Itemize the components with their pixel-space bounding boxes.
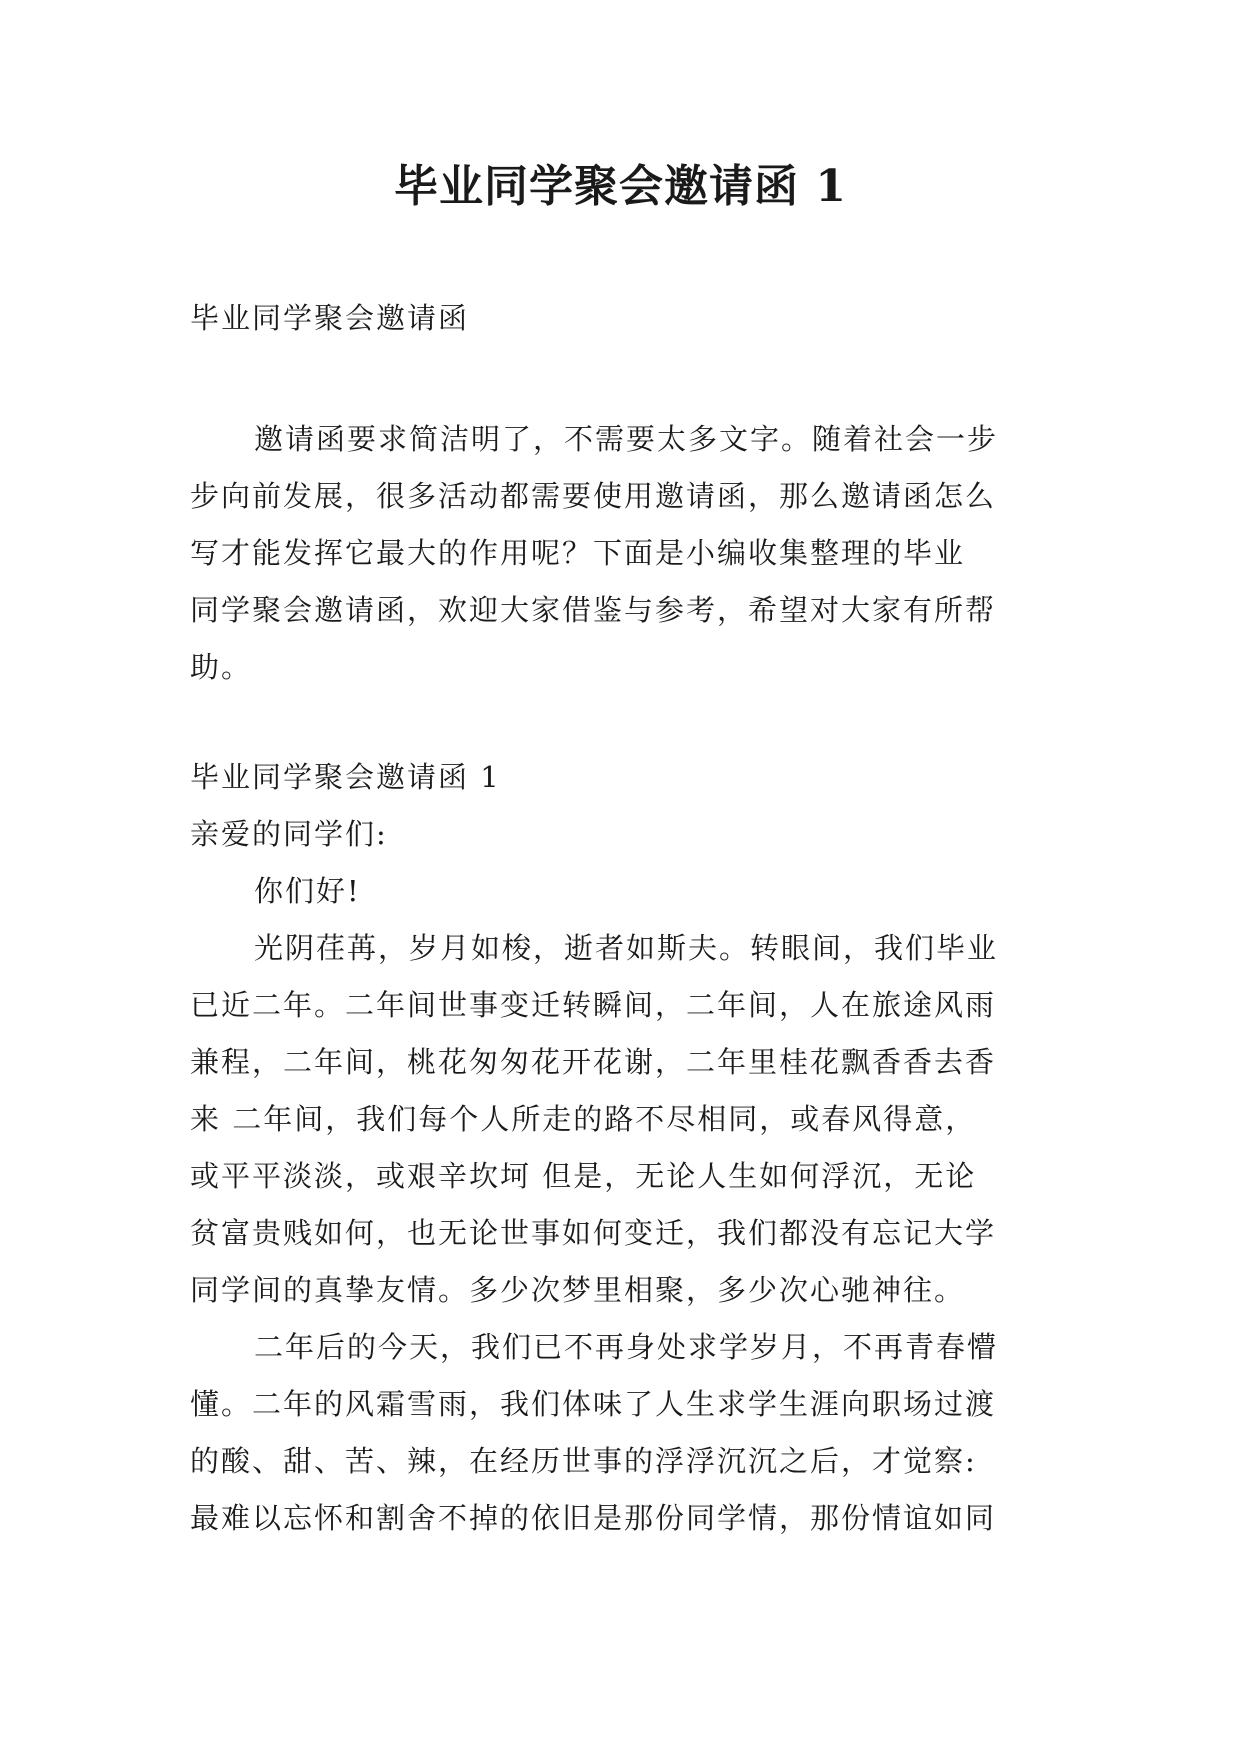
document-body (190, 290, 1050, 1547)
letter-paragraph-2 (190, 1319, 1050, 1547)
paragraph-line: 贫富贵贱如何，也无论世事如何变迁，我们都没有忘记大学 (190, 1216, 997, 1250)
paragraph-line: 最难以忘怀和割舍不掉的依旧是那份同学情，那份情谊如同 (190, 1501, 997, 1535)
paragraph-line: 兼程，二年间，桃花匆匆花开花谢，二年里桂花飘香香去香 (190, 1045, 997, 1079)
intro-line: 同学聚会邀请函，欢迎大家借鉴与参考，希望对大家有所帮 (190, 593, 997, 627)
paragraph-line: 二年后的今天，我们已不再身处求学岁月，不再青春懵 (254, 1330, 999, 1364)
paragraph-line: 的酸、甜、苦、辣，在经历世事的浮浮沉沉之后，才觉察: (190, 1444, 977, 1478)
paragraph-line: 懂。二年的风霜雪雨，我们体味了人生求学生涯向职场过渡 (190, 1387, 997, 1421)
paragraph-line: 光阴荏苒，岁月如梭，逝者如斯夫。转眼间，我们毕业 (254, 931, 999, 965)
intro-paragraph (190, 411, 1050, 696)
paragraph-line: 同学间的真挚友情。多少次梦里相聚，多少次心驰神往。 (190, 1273, 966, 1307)
intro-line: 邀请函要求简洁明了，不需要太多文字。随着社会一步 (254, 422, 999, 456)
greeting: 你们好! (254, 874, 361, 908)
letter-paragraph-1 (190, 920, 1050, 1319)
intro-line: 步向前发展，很多活动都需要使用邀请函，那么邀请函怎么 (190, 479, 997, 513)
section-heading: 毕业同学聚会邀请函 1 (190, 760, 501, 794)
paragraph-line: 来 二年间，我们每个人所走的路不尽相同，或春风得意， (190, 1102, 977, 1136)
intro-line: 写才能发挥它最大的作用呢？下面是小编收集整理的毕业 (190, 536, 966, 570)
salutation: 亲爱的同学们: (190, 817, 388, 851)
intro-line: 助。 (190, 650, 253, 684)
document-subtitle: 毕业同学聚会邀请函 (190, 301, 470, 335)
paragraph-line: 已近二年。二年间世事变迁转瞬间，二年间，人在旅途风雨 (190, 988, 997, 1022)
document-title: 毕业同学聚会邀请函 1 (394, 161, 847, 212)
paragraph-line: 或平平淡淡，或艰辛坎坷 但是，无论人生如何浮沉，无论 (190, 1159, 977, 1193)
